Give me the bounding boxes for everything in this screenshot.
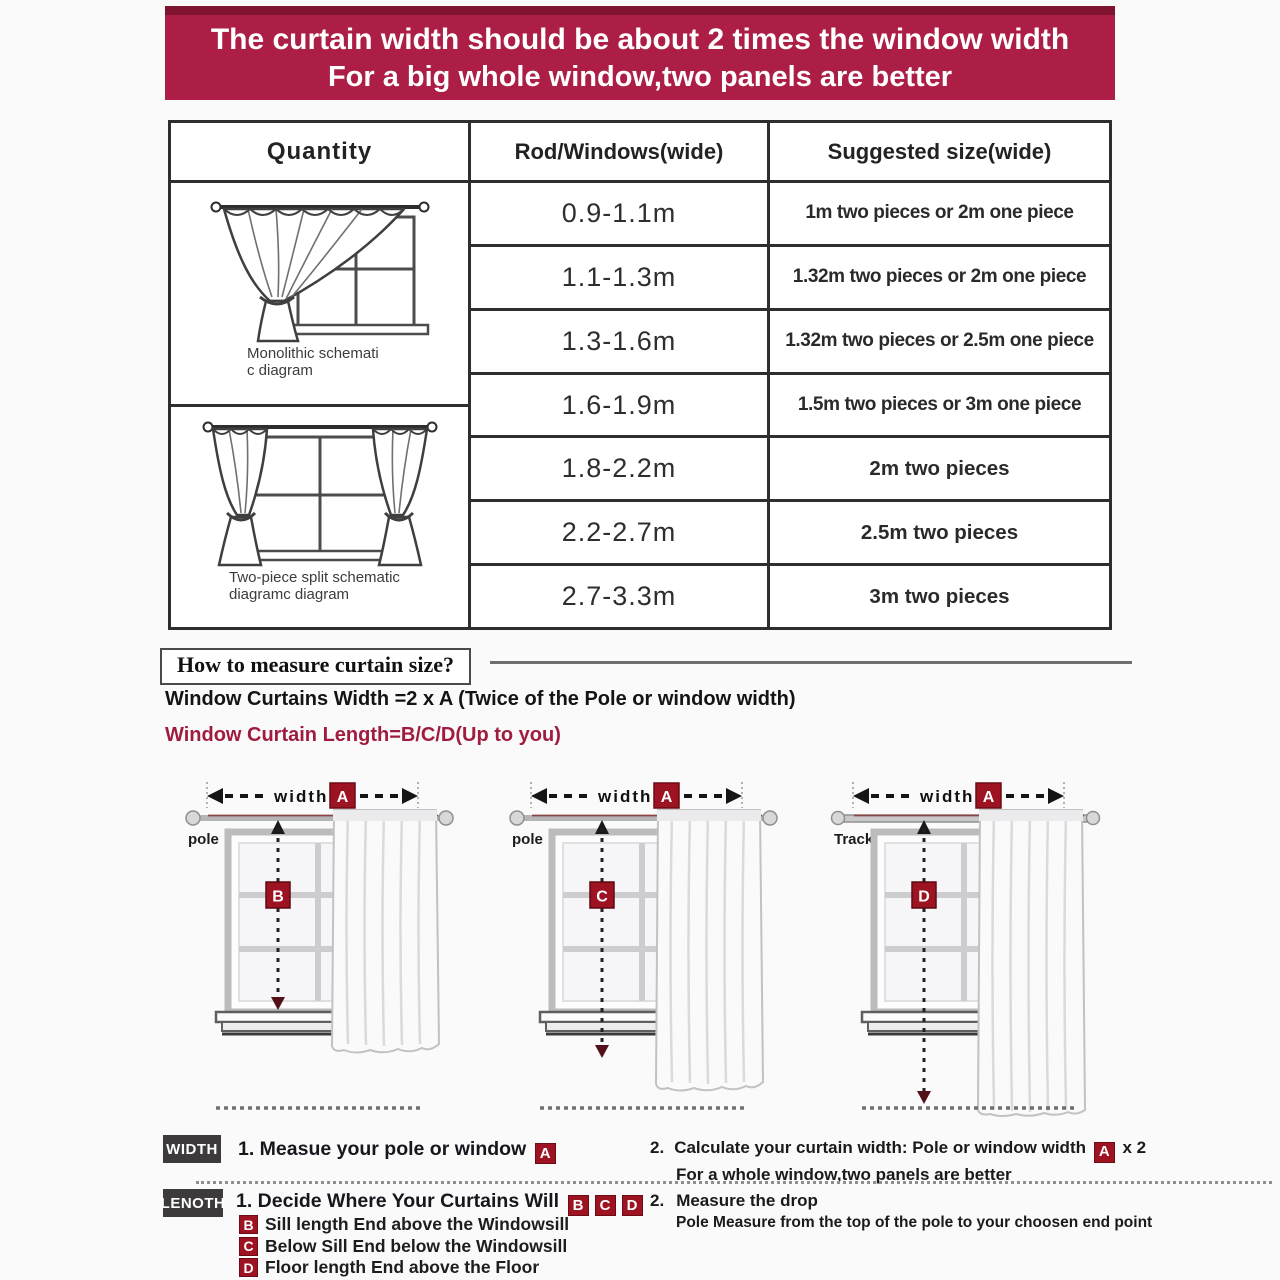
- rod-range: 0.9-1.1m: [561, 197, 677, 228]
- width-badge-a: A: [982, 789, 995, 806]
- table-row: [770, 375, 1109, 439]
- window-track-d-illustration: [828, 782, 1128, 1118]
- length-formula: Window Curtain Length=B/C/D(Up to you): [165, 724, 561, 746]
- width-label: width: [598, 787, 653, 806]
- width-badge-a: A: [336, 789, 349, 806]
- step-number: 2.: [650, 1191, 665, 1210]
- monolithic-caption-line-2: c diagram: [247, 362, 313, 379]
- badge-a: A: [535, 1143, 556, 1164]
- length-step-2-title: Measure the drop: [676, 1191, 818, 1210]
- table-row: [770, 183, 1109, 247]
- two-piece-caption-line-2: diagramc diagram: [229, 585, 350, 603]
- width-step-2-suffix: x 2: [1122, 1138, 1147, 1157]
- length-option-text: Floor length End above the Floor: [265, 1257, 540, 1278]
- two-piece-diagram-cell: [171, 407, 468, 628]
- table-row: [770, 311, 1109, 375]
- badge-b: B: [239, 1215, 258, 1234]
- width-step-2-line-1: [650, 1136, 1146, 1163]
- size-suggestion-table: [168, 120, 1112, 630]
- width-step-1-text: 1. Measue your pole or window: [238, 1138, 527, 1160]
- list-item: [236, 1236, 569, 1258]
- width-label: width: [920, 787, 975, 806]
- quantity-column: [171, 123, 471, 627]
- table-row: [471, 311, 767, 375]
- width-formula: Window Curtains Width =2 x A (Twice of the Pole or window width): [165, 688, 796, 710]
- badge-c: C: [239, 1237, 258, 1256]
- suggested-size: 2.5m two pieces: [860, 520, 1019, 544]
- rod-width-header: Rod/Windows(wide): [471, 123, 767, 183]
- badge-b: B: [568, 1195, 589, 1216]
- measure-diagram-floor-length: [828, 782, 1128, 1118]
- length-step-2-note: Pole Measure from the top of the pole to your choosen end point: [676, 1214, 1153, 1231]
- header-banner: [165, 6, 1115, 100]
- support-label: pole: [512, 831, 543, 848]
- width-step-2: [650, 1136, 1146, 1187]
- table-row: [471, 566, 767, 627]
- suggested-size: 1.5m two pieces or 3m one piece: [797, 394, 1082, 415]
- support-label: Track: [834, 831, 874, 848]
- monolithic-caption-line-1: Monolithic schemati: [247, 345, 379, 362]
- length-section-label: LENOTH: [163, 1189, 223, 1217]
- table-row: [471, 375, 767, 439]
- table-row: [770, 566, 1109, 627]
- suggested-size: 1.32m two pieces or 2m one piece: [792, 266, 1087, 288]
- table-row: [770, 438, 1109, 502]
- length-step-1: [236, 1190, 646, 1216]
- width-step-2-note: For a whole window,two panels are better: [676, 1164, 1012, 1184]
- monolithic-caption: [171, 345, 468, 379]
- width-label: width: [274, 787, 329, 806]
- list-item: [236, 1214, 569, 1236]
- list-item: [236, 1257, 569, 1279]
- length-badge-c: C: [596, 888, 608, 906]
- heading-rule: [490, 661, 1132, 664]
- banner-line-1: The curtain width should be about 2 times the window width: [210, 22, 1070, 56]
- monolithic-curtain-illustration: [200, 193, 440, 343]
- table-row: [471, 438, 767, 502]
- width-step-2-text: Calculate your curtain width: Pole or window width: [674, 1138, 1086, 1157]
- badge-d: D: [239, 1258, 258, 1277]
- rod-range: 1.8-2.2m: [561, 453, 677, 484]
- suggested-size-column: [770, 123, 1109, 627]
- width-step-1: [238, 1138, 559, 1164]
- two-piece-caption-line-1: Two-piece split schematic: [229, 568, 400, 586]
- table-row: [471, 502, 767, 566]
- window-pole-c-illustration: [506, 782, 806, 1118]
- suggested-size: 3m two pieces: [869, 584, 1010, 608]
- how-to-measure-heading: How to measure curtain size?: [160, 648, 471, 685]
- rod-width-column: [471, 123, 770, 627]
- window-pole-b-illustration: [182, 782, 482, 1118]
- length-badge-d: D: [918, 888, 930, 906]
- width-section-label: WIDTH: [163, 1135, 221, 1163]
- banner-line-2: For a big whole window,two panels are better: [327, 60, 953, 93]
- rod-range: 2.7-3.3m: [561, 581, 677, 612]
- table-row: [770, 502, 1109, 566]
- quantity-header: Quantity: [171, 123, 468, 183]
- step-number: 2.: [650, 1138, 665, 1157]
- rod-range: 1.6-1.9m: [561, 389, 677, 420]
- width-badge-a: A: [660, 789, 673, 806]
- badge-d: D: [622, 1195, 643, 1216]
- length-option-text: Below Sill End below the Windowsill: [265, 1235, 568, 1256]
- rod-range: 1.1-1.3m: [561, 261, 677, 292]
- rod-range: 2.2-2.7m: [561, 517, 677, 548]
- suggested-size-header: Suggested size(wide): [770, 123, 1109, 183]
- two-piece-caption: [171, 569, 468, 603]
- dotted-separator: [196, 1181, 1272, 1184]
- suggested-size: 1m two pieces or 2m one piece: [805, 202, 1074, 224]
- support-label: pole: [188, 831, 219, 848]
- table-row: [770, 247, 1109, 311]
- length-options-list: [236, 1214, 569, 1279]
- badge-c: C: [595, 1195, 616, 1216]
- suggested-size: 1.32m two pieces or 2.5m one piece: [785, 330, 1094, 352]
- length-step-2: [650, 1191, 818, 1211]
- table-row: [471, 183, 767, 247]
- suggested-size: 2m two pieces: [869, 456, 1010, 480]
- length-step-1-text: 1. Decide Where Your Curtains Will: [236, 1190, 560, 1212]
- length-badge-b: B: [272, 888, 284, 906]
- length-option-text: Sill length End above the Windowsill: [265, 1214, 570, 1235]
- badge-a: A: [1094, 1142, 1115, 1163]
- rod-range: 1.3-1.6m: [561, 325, 677, 356]
- two-piece-curtain-illustration: [195, 417, 445, 567]
- measure-diagram-below-sill: [506, 782, 806, 1118]
- table-row: [471, 247, 767, 311]
- measure-diagram-sill-length: [182, 782, 482, 1118]
- monolithic-diagram-cell: [171, 183, 468, 407]
